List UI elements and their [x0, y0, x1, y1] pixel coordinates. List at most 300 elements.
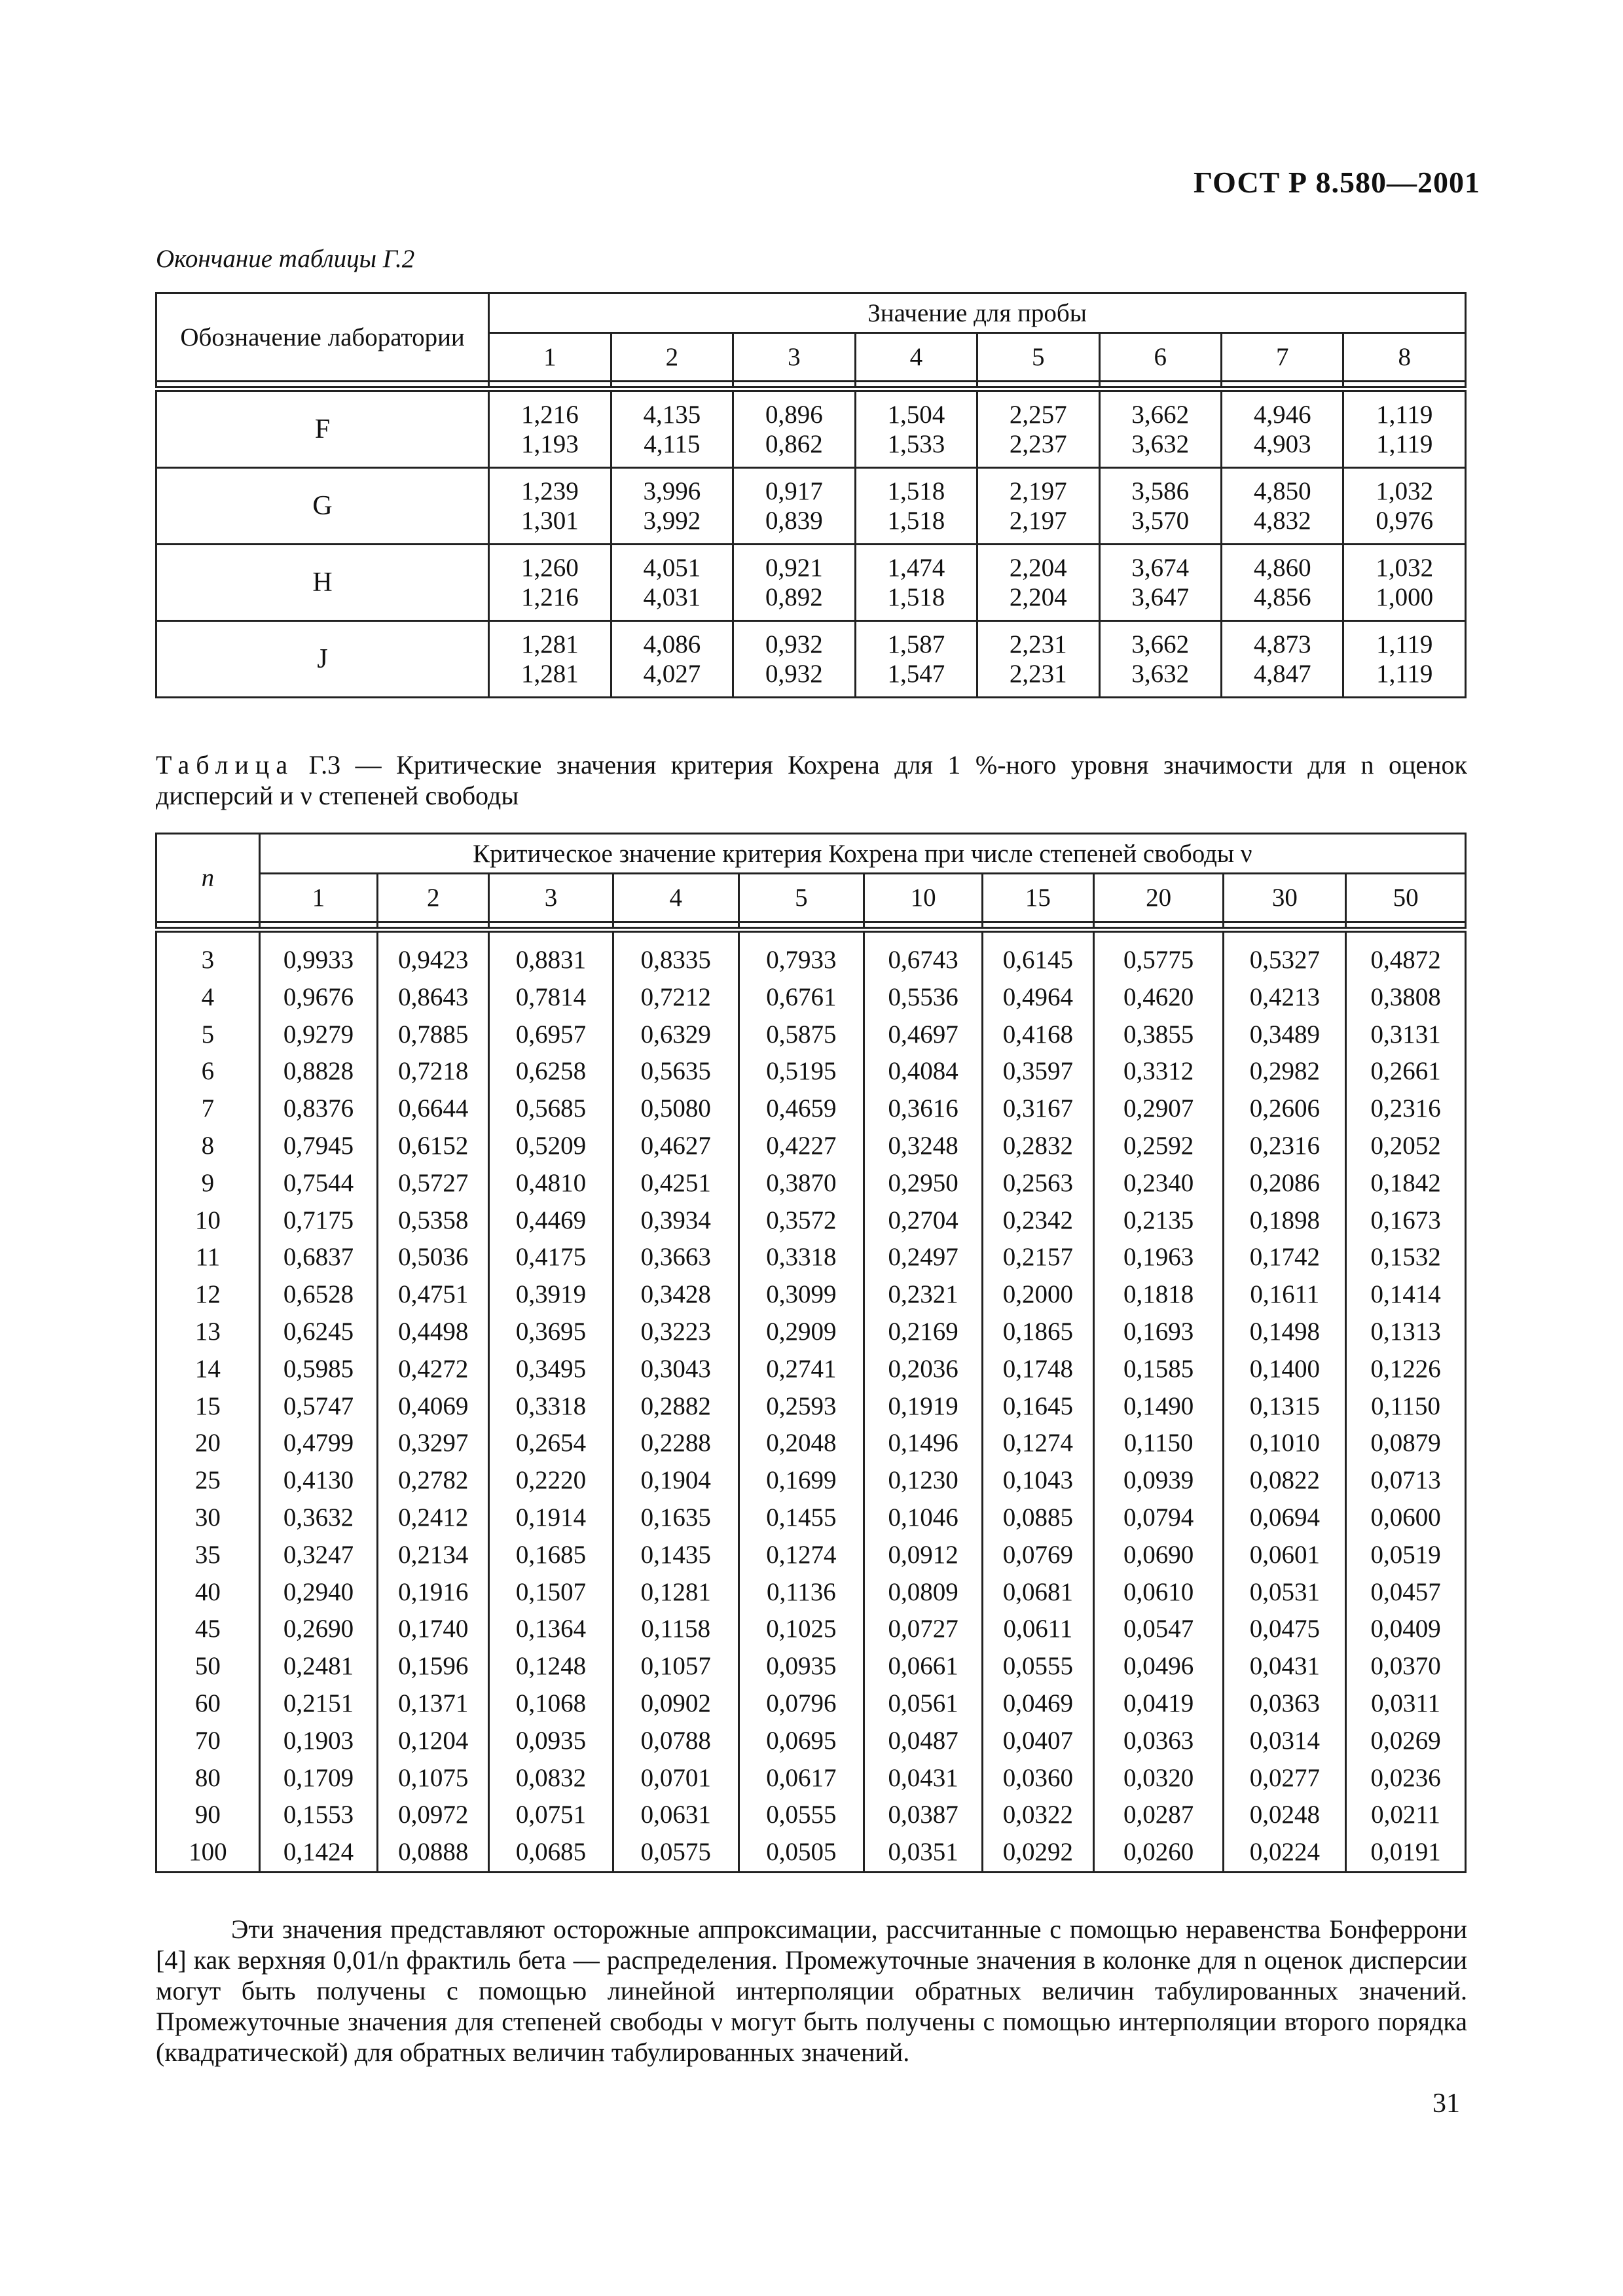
value-bottom: 2,204 — [1009, 583, 1067, 611]
critical-value: 0,4659 — [766, 1094, 837, 1123]
critical-value: 0,0277 — [1249, 1763, 1320, 1792]
value-top: 2,231 — [1009, 630, 1067, 658]
critical-value: 0,9933 — [283, 946, 354, 974]
critical-value: 0,3247 — [283, 1540, 354, 1569]
value-top: 1,504 — [887, 401, 945, 429]
critical-value: 0,1371 — [398, 1689, 469, 1717]
n-value: 70 — [194, 1726, 221, 1755]
critical-value: 0,0690 — [1123, 1540, 1194, 1569]
value-top: 1,518 — [887, 477, 945, 505]
critical-value: 0,4697 — [888, 1020, 958, 1049]
critical-value: 0,7933 — [766, 946, 837, 974]
critical-value: 0,0575 — [640, 1838, 711, 1867]
critical-value: 0,1903 — [283, 1726, 354, 1755]
critical-value: 0,4227 — [766, 1131, 837, 1160]
critical-value: 0,0685 — [515, 1838, 587, 1867]
critical-value: 0,1635 — [640, 1503, 711, 1532]
critical-value: 0,1532 — [1370, 1243, 1441, 1272]
value-cell — [733, 545, 855, 621]
critical-value: 0,3632 — [283, 1503, 354, 1532]
critical-value: 0,1740 — [398, 1615, 469, 1643]
critical-value: 0,1158 — [641, 1615, 711, 1643]
critical-value: 0,0600 — [1370, 1503, 1441, 1532]
value-cell — [1099, 621, 1221, 698]
critical-value: 0,2412 — [398, 1503, 469, 1532]
value-bottom: 0,976 — [1376, 507, 1434, 535]
critical-value: 0,0617 — [766, 1763, 837, 1792]
critical-value: 0,6761 — [766, 982, 837, 1011]
critical-value: 0,3870 — [766, 1168, 837, 1197]
critical-value: 0,5080 — [640, 1094, 711, 1123]
critical-value: 0,2832 — [1002, 1131, 1074, 1160]
value-bottom: 4,832 — [1253, 507, 1311, 535]
critical-value: 0,2157 — [1002, 1243, 1074, 1272]
critical-value: 0,1748 — [1002, 1354, 1074, 1383]
critical-value: 0,0935 — [515, 1726, 587, 1755]
critical-value: 0,2782 — [398, 1466, 469, 1495]
dof-header: 4 — [613, 874, 739, 922]
critical-value: 0,3597 — [1002, 1057, 1074, 1086]
critical-value: 0,0431 — [888, 1763, 958, 1792]
critical-value: 0,7212 — [640, 982, 711, 1011]
critical-value: 0,0611 — [1003, 1615, 1073, 1643]
n-value: 7 — [201, 1094, 215, 1123]
value-cell — [977, 389, 1099, 468]
critical-value: 0,2220 — [515, 1466, 587, 1495]
critical-value: 0,0370 — [1370, 1652, 1441, 1681]
critical-value: 0,0796 — [766, 1689, 837, 1717]
critical-value: 0,3919 — [515, 1280, 587, 1309]
critical-value: 0,0457 — [1370, 1577, 1441, 1606]
dof-header: 50 — [1346, 874, 1466, 922]
critical-value: 0,0505 — [766, 1838, 837, 1867]
critical-value: 0,4175 — [515, 1243, 587, 1272]
critical-value: 0,0407 — [1002, 1726, 1074, 1755]
critical-value: 0,0487 — [888, 1726, 958, 1755]
value-bottom: 2,237 — [1009, 430, 1067, 458]
critical-value: 0,2563 — [1002, 1168, 1074, 1197]
page-number: 31 — [1432, 2089, 1460, 2119]
value-cell — [611, 621, 733, 698]
critical-value: 0,0939 — [1123, 1466, 1194, 1495]
critical-value: 0,3297 — [398, 1429, 469, 1458]
critical-value: 0,5685 — [515, 1094, 587, 1123]
critical-value: 0,1904 — [640, 1466, 711, 1495]
value-top: 4,860 — [1253, 554, 1311, 582]
value-bottom: 1,119 — [1376, 430, 1433, 458]
critical-value: 0,1914 — [515, 1503, 587, 1532]
critical-value: 0,4498 — [398, 1317, 469, 1346]
critical-value: 0,8376 — [283, 1094, 354, 1123]
dof-column — [1224, 930, 1346, 1873]
sample-number: 7 — [1221, 333, 1343, 382]
critical-value: 0,1693 — [1123, 1317, 1194, 1346]
value-top: 1,119 — [1376, 630, 1433, 658]
critical-value: 0,2151 — [283, 1689, 354, 1717]
critical-value: 0,9676 — [283, 982, 354, 1011]
table-g2-caption: Окончание таблицы Г.2 — [156, 245, 415, 273]
critical-value: 0,2882 — [640, 1391, 711, 1420]
value-top: 4,946 — [1253, 401, 1311, 429]
critical-value: 0,4810 — [515, 1168, 587, 1197]
value-cell — [489, 389, 611, 468]
critical-value: 0,4620 — [1123, 982, 1194, 1011]
critical-value: 0,1709 — [283, 1763, 354, 1792]
critical-value: 0,6258 — [515, 1057, 587, 1086]
value-cell — [1221, 389, 1343, 468]
table-row — [156, 389, 1466, 468]
critical-value: 0,0912 — [888, 1540, 958, 1569]
critical-value: 0,3495 — [515, 1354, 587, 1383]
critical-value: 0,4213 — [1249, 982, 1320, 1011]
critical-value: 0,7945 — [283, 1131, 354, 1160]
critical-value: 0,0260 — [1123, 1838, 1194, 1867]
critical-value: 0,0888 — [398, 1838, 469, 1867]
critical-value: 0,2481 — [283, 1652, 354, 1681]
n-value: 15 — [194, 1391, 221, 1420]
critical-value: 0,7814 — [515, 982, 587, 1011]
critical-value: 0,0191 — [1370, 1838, 1441, 1867]
critical-value: 0,0475 — [1249, 1615, 1320, 1643]
critical-value: 0,0701 — [640, 1763, 711, 1792]
value-top: 3,674 — [1131, 554, 1190, 582]
lab-label: G — [156, 468, 489, 545]
critical-value: 0,2704 — [888, 1206, 958, 1234]
critical-value: 0,0727 — [888, 1615, 958, 1643]
value-bottom: 1,547 — [887, 660, 945, 688]
critical-value: 0,1898 — [1249, 1206, 1320, 1234]
value-bottom: 0,892 — [765, 583, 823, 611]
critical-value: 0,0360 — [1002, 1763, 1074, 1792]
critical-value: 0,1414 — [1370, 1280, 1441, 1309]
value-top: 4,135 — [643, 401, 701, 429]
critical-value: 0,6152 — [398, 1131, 469, 1160]
value-top: 1,119 — [1376, 401, 1433, 429]
critical-value: 0,6837 — [283, 1243, 354, 1272]
critical-value: 0,1226 — [1370, 1354, 1441, 1383]
n-value: 20 — [194, 1429, 221, 1458]
sample-number: 4 — [855, 333, 977, 382]
value-bottom: 4,903 — [1253, 430, 1311, 458]
critical-value: 0,0547 — [1123, 1615, 1194, 1643]
value-cell — [611, 468, 733, 545]
critical-value: 0,1068 — [515, 1689, 587, 1717]
value-bottom: 1,533 — [887, 430, 945, 458]
n-value: 100 — [189, 1838, 227, 1867]
n-value: 10 — [194, 1206, 221, 1234]
value-cell — [611, 389, 733, 468]
critical-value: 0,5209 — [515, 1131, 587, 1160]
critical-value: 0,1963 — [1123, 1243, 1194, 1272]
critical-value: 0,6528 — [283, 1280, 354, 1309]
critical-value: 0,0351 — [888, 1838, 958, 1867]
critical-value: 0,3318 — [515, 1391, 587, 1420]
n-value: 50 — [194, 1652, 221, 1681]
sample-number: 2 — [611, 333, 733, 382]
critical-value: 0,1818 — [1123, 1280, 1194, 1309]
dof-column — [378, 930, 489, 1873]
critical-value: 0,0409 — [1370, 1615, 1441, 1643]
n-header: n — [156, 834, 260, 922]
critical-value: 0,0269 — [1370, 1726, 1441, 1755]
critical-value: 0,2169 — [888, 1317, 958, 1346]
lab-label: H — [156, 545, 489, 621]
value-top: 3,662 — [1131, 401, 1190, 429]
critical-value: 0,0769 — [1002, 1540, 1074, 1569]
critical-value: 0,5327 — [1249, 946, 1320, 974]
critical-value: 0,4469 — [515, 1206, 587, 1234]
critical-value: 0,0695 — [766, 1726, 837, 1755]
value-cell — [1343, 389, 1466, 468]
critical-value: 0,4251 — [640, 1168, 711, 1197]
sample-number: 5 — [977, 333, 1099, 382]
cochran-value-header: Критическое значение критерия Кохрена при числе степеней свободы ν — [259, 834, 1465, 874]
critical-value: 0,1611 — [1250, 1280, 1320, 1309]
dof-header: 3 — [489, 874, 613, 922]
critical-value: 0,1842 — [1370, 1168, 1441, 1197]
critical-value: 0,2606 — [1249, 1094, 1320, 1123]
critical-value: 0,1046 — [888, 1503, 958, 1532]
critical-value: 0,0902 — [640, 1689, 711, 1717]
value-bottom: 1,000 — [1376, 583, 1434, 611]
critical-value: 0,0794 — [1123, 1503, 1194, 1532]
dof-column — [613, 930, 739, 1873]
value-top: 1,216 — [521, 401, 579, 429]
critical-value: 0,5036 — [398, 1243, 469, 1272]
value-top: 1,281 — [521, 630, 579, 658]
critical-value: 0,2321 — [888, 1280, 958, 1309]
critical-value: 0,3312 — [1123, 1057, 1194, 1086]
value-cell — [855, 468, 977, 545]
value-cell — [855, 389, 977, 468]
value-top: 3,586 — [1131, 477, 1190, 505]
lab-header: Обозначение лаборатории — [156, 293, 489, 382]
critical-value: 0,2982 — [1249, 1057, 1320, 1086]
value-bottom: 2,231 — [1009, 660, 1067, 688]
critical-value: 0,1673 — [1370, 1206, 1441, 1234]
critical-value: 0,1685 — [515, 1540, 587, 1569]
critical-value: 0,6245 — [283, 1317, 354, 1346]
critical-value: 0,1230 — [888, 1466, 958, 1495]
critical-value: 0,1364 — [515, 1615, 587, 1643]
critical-value: 0,1498 — [1249, 1317, 1320, 1346]
critical-value: 0,5875 — [766, 1020, 837, 1049]
critical-value: 0,0972 — [398, 1801, 469, 1829]
value-top: 2,257 — [1009, 401, 1067, 429]
critical-value: 0,0935 — [766, 1652, 837, 1681]
critical-value: 0,2909 — [766, 1317, 837, 1346]
table-row — [156, 545, 1466, 621]
critical-value: 0,2036 — [888, 1354, 958, 1383]
critical-value: 0,0236 — [1370, 1763, 1441, 1792]
n-value: 13 — [194, 1317, 221, 1346]
critical-value: 0,3855 — [1123, 1020, 1194, 1049]
n-value: 35 — [194, 1540, 221, 1569]
critical-value: 0,2316 — [1370, 1094, 1441, 1123]
dof-column — [1346, 930, 1466, 1873]
critical-value: 0,2048 — [766, 1429, 837, 1458]
critical-value: 0,0519 — [1370, 1540, 1441, 1569]
value-bottom: 2,197 — [1009, 507, 1067, 535]
critical-value: 0,2316 — [1249, 1131, 1320, 1160]
critical-value: 0,3043 — [640, 1354, 711, 1383]
value-cell — [733, 389, 855, 468]
n-value: 80 — [194, 1763, 221, 1792]
value-cell — [1099, 468, 1221, 545]
value-top: 0,932 — [765, 630, 823, 658]
value-cell — [489, 468, 611, 545]
critical-value: 0,3223 — [640, 1317, 711, 1346]
critical-value: 0,3572 — [766, 1206, 837, 1234]
value-cell — [1343, 621, 1466, 698]
value-bottom: 0,839 — [765, 507, 823, 535]
critical-value: 0,3099 — [766, 1280, 837, 1309]
value-top: 1,260 — [521, 554, 579, 582]
critical-value: 0,4130 — [283, 1466, 354, 1495]
critical-value: 0,3131 — [1370, 1020, 1441, 1049]
dof-column — [1093, 930, 1224, 1873]
critical-value: 0,1274 — [1002, 1429, 1074, 1458]
critical-value: 0,4069 — [398, 1391, 469, 1420]
critical-value: 0,0713 — [1370, 1466, 1441, 1495]
critical-value: 0,1274 — [766, 1540, 837, 1569]
critical-value: 0,0248 — [1249, 1801, 1320, 1829]
critical-value: 0,0809 — [888, 1577, 958, 1606]
critical-value: 0,1490 — [1123, 1391, 1194, 1420]
table-g3 — [155, 833, 1467, 1873]
critical-value: 0,6957 — [515, 1020, 587, 1049]
critical-value: 0,0469 — [1002, 1689, 1074, 1717]
value-cell — [1099, 389, 1221, 468]
critical-value: 0,5536 — [888, 982, 958, 1011]
value-bottom: 1,301 — [521, 507, 579, 535]
value-top: 2,197 — [1009, 477, 1067, 505]
footnote-paragraph: Эти значения представляют осторожные аппроксимации, рассчитанные с помощью неравенства Бонферрони [4] как верхняя 0,01/n фрактиль бета — распределения. Промежуточные значения в колонке для n оценок дисперсии могут быть получены с помощью линейной интерполяции обратных величин табулированных значений. Промежуточные значения для степеней свободы ν могут быть получены с помощью интерполяции второго порядка (квадратической) для обратных величин табулированных значений. — [156, 1914, 1467, 2067]
critical-value: 0,2907 — [1123, 1094, 1194, 1123]
critical-value: 0,0496 — [1123, 1652, 1194, 1681]
critical-value: 0,4627 — [640, 1131, 711, 1160]
n-value: 14 — [194, 1354, 221, 1383]
dof-column — [259, 930, 378, 1873]
critical-value: 0,8828 — [283, 1057, 354, 1086]
value-bottom: 1,281 — [521, 660, 579, 688]
value-top: 1,587 — [887, 630, 945, 658]
critical-value: 0,5747 — [283, 1391, 354, 1420]
value-cell — [977, 468, 1099, 545]
critical-value: 0,6644 — [398, 1094, 469, 1123]
critical-value: 0,7175 — [283, 1206, 354, 1234]
sample-number: 8 — [1343, 333, 1466, 382]
critical-value: 0,8831 — [515, 946, 587, 974]
critical-value: 0,0885 — [1002, 1503, 1074, 1532]
critical-value: 0,0363 — [1249, 1689, 1320, 1717]
critical-value: 0,0292 — [1002, 1838, 1074, 1867]
critical-value: 0,3808 — [1370, 982, 1441, 1011]
dof-header: 20 — [1093, 874, 1224, 922]
value-bottom: 1,119 — [1376, 660, 1433, 688]
critical-value: 0,0320 — [1123, 1763, 1194, 1792]
critical-value: 0,5727 — [398, 1168, 469, 1197]
n-value: 90 — [194, 1801, 221, 1829]
critical-value: 0,2654 — [515, 1429, 587, 1458]
dof-header: 1 — [259, 874, 378, 922]
critical-value: 0,1075 — [398, 1763, 469, 1792]
critical-value: 0,1281 — [640, 1577, 711, 1606]
critical-value: 0,7544 — [283, 1168, 354, 1197]
critical-value: 0,2592 — [1123, 1131, 1194, 1160]
critical-value: 0,5775 — [1123, 946, 1194, 974]
n-value: 6 — [201, 1057, 215, 1086]
critical-value: 0,0311 — [1371, 1689, 1440, 1717]
table-g2 — [155, 292, 1467, 698]
lab-label: F — [156, 389, 489, 468]
critical-value: 0,3489 — [1249, 1020, 1320, 1049]
value-bottom: 1,193 — [521, 430, 579, 458]
critical-value: 0,0832 — [515, 1763, 587, 1792]
critical-value: 0,2741 — [766, 1354, 837, 1383]
n-value: 40 — [194, 1577, 221, 1606]
value-cell — [855, 621, 977, 698]
critical-value: 0,4084 — [888, 1057, 958, 1086]
n-value: 9 — [201, 1168, 215, 1197]
critical-value: 0,1699 — [766, 1466, 837, 1495]
sample-number: 1 — [489, 333, 611, 382]
value-bottom: 1,518 — [887, 507, 945, 535]
critical-value: 0,8643 — [398, 982, 469, 1011]
critical-value: 0,2288 — [640, 1429, 711, 1458]
dof-column — [739, 930, 864, 1873]
critical-value: 0,3616 — [888, 1094, 958, 1123]
value-bottom: 0,932 — [765, 660, 823, 688]
critical-value: 0,0879 — [1370, 1429, 1441, 1458]
value-cell — [977, 621, 1099, 698]
value-top: 0,917 — [765, 477, 823, 505]
critical-value: 0,4751 — [398, 1280, 469, 1309]
critical-value: 0,1204 — [398, 1726, 469, 1755]
critical-value: 0,1248 — [515, 1652, 587, 1681]
n-value: 60 — [194, 1689, 221, 1717]
critical-value: 0,2052 — [1370, 1131, 1441, 1160]
critical-value: 0,1400 — [1249, 1354, 1320, 1383]
value-top: 1,239 — [521, 477, 579, 505]
critical-value: 0,9279 — [283, 1020, 354, 1049]
value-cell — [733, 621, 855, 698]
critical-value: 0,0322 — [1002, 1801, 1074, 1829]
critical-value: 0,8335 — [640, 946, 711, 974]
critical-value: 0,1010 — [1249, 1429, 1320, 1458]
critical-value: 0,0601 — [1249, 1540, 1320, 1569]
critical-value: 0,3318 — [766, 1243, 837, 1272]
value-top: 0,896 — [765, 401, 823, 429]
value-cell — [1221, 545, 1343, 621]
value-cell — [489, 545, 611, 621]
critical-value: 0,0561 — [888, 1689, 958, 1717]
critical-value: 0,0314 — [1249, 1726, 1320, 1755]
dof-column — [983, 930, 1094, 1873]
critical-value: 0,0211 — [1371, 1801, 1440, 1829]
n-value: 45 — [194, 1615, 221, 1643]
critical-value: 0,1136 — [767, 1577, 836, 1606]
value-cell — [855, 545, 977, 621]
critical-value: 0,2342 — [1002, 1206, 1074, 1234]
critical-value: 0,2086 — [1249, 1168, 1320, 1197]
critical-value: 0,0431 — [1249, 1652, 1320, 1681]
critical-value: 0,0363 — [1123, 1726, 1194, 1755]
critical-value: 0,1919 — [888, 1391, 958, 1420]
value-top: 1,032 — [1376, 554, 1434, 582]
critical-value: 0,2135 — [1123, 1206, 1194, 1234]
value-bottom: 3,992 — [643, 507, 701, 535]
